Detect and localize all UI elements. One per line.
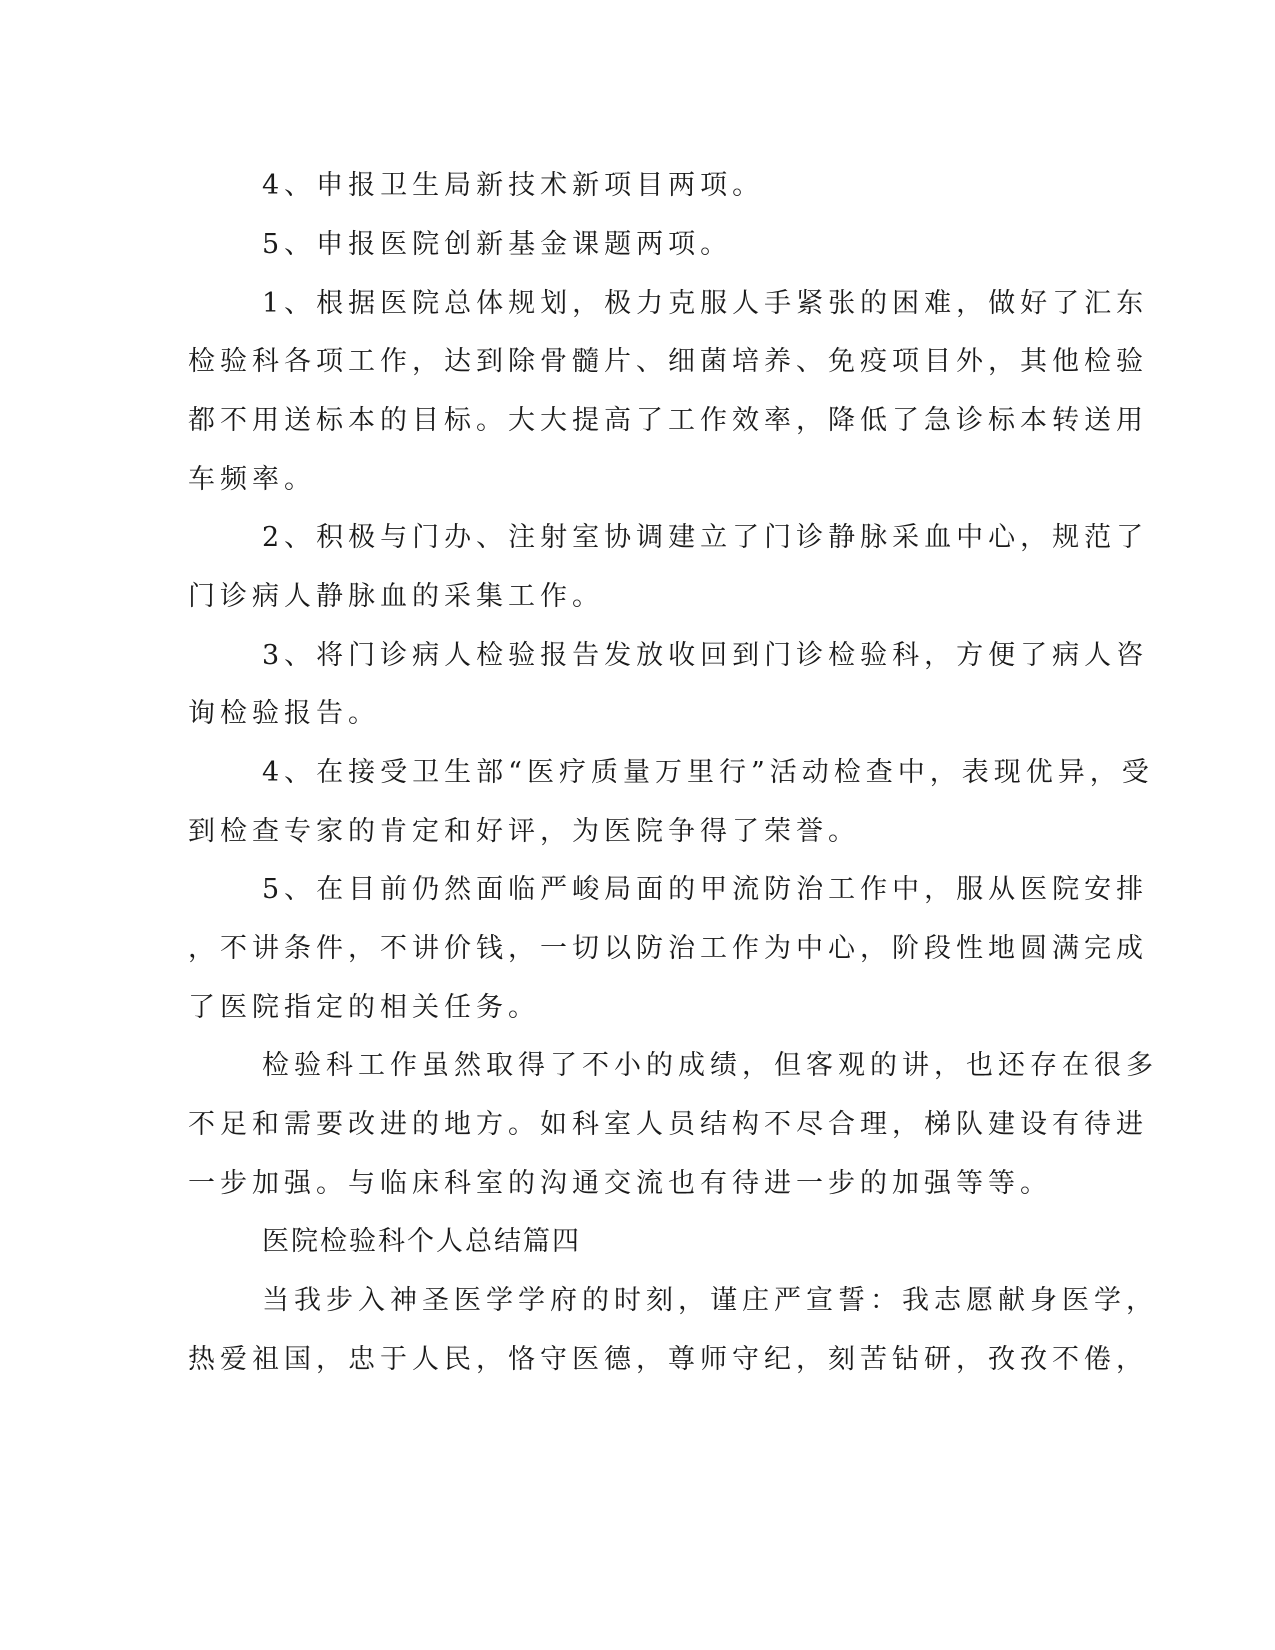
paragraph-line: 4、申报卫生局新技术新项目两项。 <box>262 170 765 201</box>
paragraph-line: 当我步入神圣医学学府的时刻，谨庄严宣誓：我志愿献身医学， <box>262 1285 1158 1316</box>
paragraph-line: 到检查专家的肯定和好评，为医院争得了荣誉。 <box>188 816 860 847</box>
paragraph-line: 了医院指定的相关任务。 <box>188 992 540 1023</box>
paragraph-line: 车频率。 <box>188 464 316 495</box>
paragraph-line: 询检验报告。 <box>188 698 380 729</box>
paragraph-line: 门诊病人静脉血的采集工作。 <box>188 581 604 612</box>
paragraph-line: 检验科各项工作，达到除骨髓片、细菌培养、免疫项目外，其他检验 <box>188 346 1148 377</box>
paragraph-line: 都不用送标本的目标。大大提高了工作效率，降低了急诊标本转送用 <box>188 405 1148 436</box>
paragraph-line: ，不讲条件，不讲价钱，一切以防治工作为中心，阶段性地圆满完成 <box>188 933 1148 964</box>
paragraph-line: 不足和需要改进的地方。如科室人员结构不尽合理，梯队建设有待进 <box>188 1109 1148 1140</box>
paragraph-line: 5、申报医院创新基金课题两项。 <box>262 229 733 260</box>
section-heading: 医院检验科个人总结篇四 <box>262 1226 581 1257</box>
paragraph-line: 4、在接受卫生部“医疗质量万里行”活动检查中，表现优异，受 <box>262 757 1154 788</box>
paragraph-line: 5、在目前仍然面临严峻局面的甲流防治工作中，服从医院安排 <box>262 874 1149 905</box>
paragraph-line: 检验科工作虽然取得了不小的成绩，但客观的讲，也还存在很多 <box>262 1050 1158 1081</box>
paragraph-line: 热爱祖国，忠于人民，恪守医德，尊师守纪，刻苦钻研，孜孜不倦， <box>188 1344 1148 1375</box>
paragraph-line: 2、积极与门办、注射室协调建立了门诊静脉采血中心，规范了 <box>262 522 1149 553</box>
paragraph-line: 一步加强。与临床科室的沟通交流也有待进一步的加强等等。 <box>188 1168 1052 1199</box>
paragraph-line: 3、将门诊病人检验报告发放收回到门诊检验科，方便了病人咨 <box>262 640 1149 671</box>
paragraph-line: 1、根据医院总体规划，极力克服人手紧张的困难，做好了汇东 <box>262 288 1149 319</box>
